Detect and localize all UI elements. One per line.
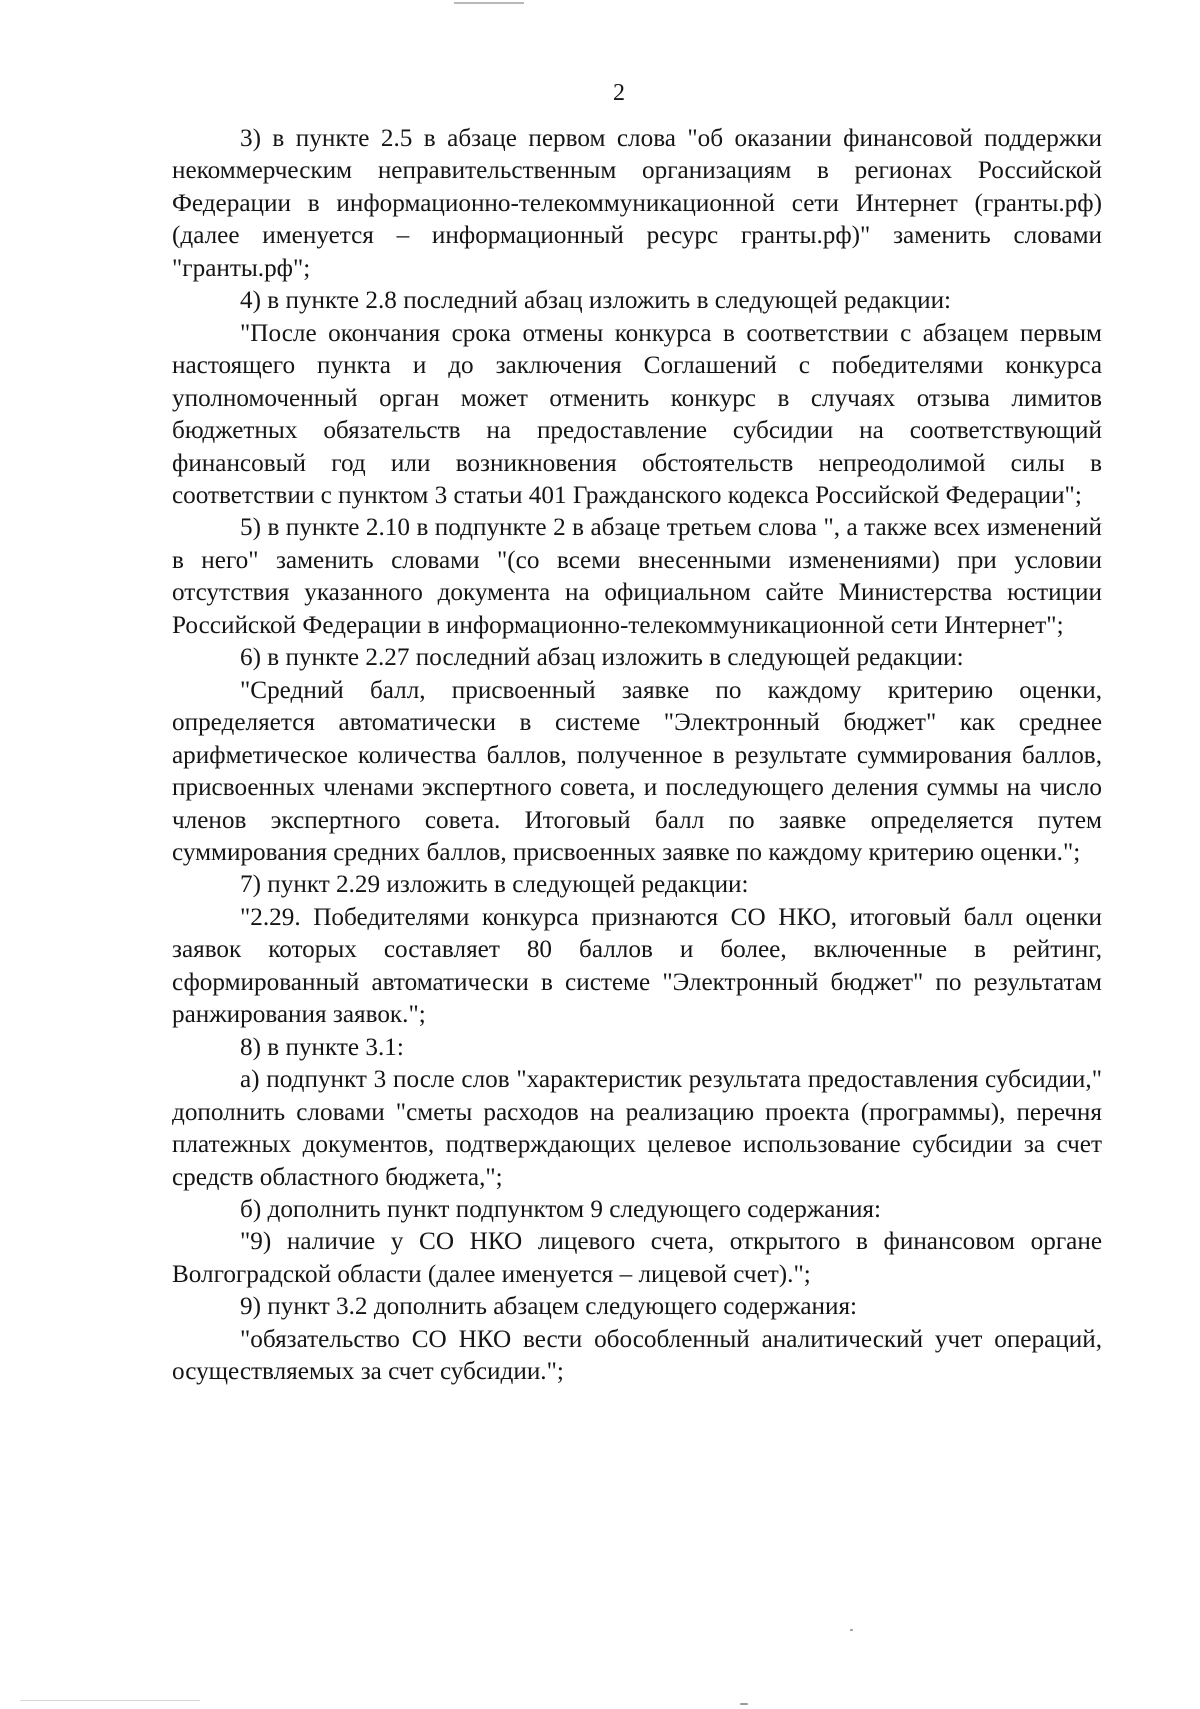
paragraph-quote-2-29: "2.29. Победителями конкурса признаются СО НКО, итоговый балл оценки заявок которых составляет 80 баллов и более, включенные в рейтинг, сформированный автоматически в системе "Электронный бюджет" по результатам ранжирования заявок."; [172,903,1102,1029]
paragraph-subitem-b: б) дополнить пункт подпунктом 9 следующего содержания: [240,1195,882,1223]
paragraph-quote-3-2: "обязательство СО НКО вести обособленный аналитический учет операций, осуществляемых за счет субсидии."; [172,1325,1102,1386]
page-number: 2 [613,80,625,106]
paragraph-amendment-8: 8) в пункте 3.1: [240,1033,404,1061]
scan-artifact-bottom-mark [740,1703,748,1705]
paragraph-quote-subitem-9: "9) наличие у СО НКО лицевого счета, открытого в финансовом органе Волгоградской области (далее именуется – лицевой счет)."; [172,1228,1102,1288]
paragraph-subitem-a: а) подпункт 3 после слов "характеристик результата предоставления субсидии," дополнить словами "сметы расходов на реализацию проекта (программы), перечня платежных документов, подтверждающих целевое использование субсидии за счет средств областного бюджета,"; [172,1066,1102,1191]
scan-artifact-dot [850,1629,853,1631]
paragraph-amendment-3: 3) в пункте 2.5 в абзаце первом слова "об оказании финансовой поддержки некоммерческим неправительственным организациям в регионах Российской Федерации в информационно-телекоммуникационной сети Интернет (гранты.рф) (далее именуется – информационный ресурс гранты.рф)" заменить словами "гранты.рф"; [172,125,1102,282]
paragraph-amendment-9: 9) пункт 3.2 дополнить абзацем следующего содержания: [240,1293,858,1321]
scan-artifact-bottom-edge [20,1700,200,1701]
paragraph-amendment-6: 6) в пункте 2.27 последний абзац изложить в следующей редакции: [240,644,964,672]
paragraph-quote-2-8: "После окончания срока отмены конкурса в соответствии с абзацем первым настоящего пункта и до заключения Соглашений с победителями конкурса уполномоченный орган может отменить конкурс в случаях отзыва лимитов бюджетных обязательств на предоставление субсидии на соответствующий финансовый год или возникновения обстоятельств непреодолимой силы в соответствии с пунктом 3 статьи 401 Гражданского кодекса Российской Федерации"; [172,319,1102,509]
paragraph-amendment-7: 7) пункт 2.29 изложить в следующей редакции: [240,871,749,899]
paragraph-amendment-5: 5) в пункте 2.10 в подпункте 2 в абзаце третьем слова ", а также всех изменений в него" заменить словами "(со всеми внесенными изменениями) при условии отсутствия указанного документа на официальном сайте Министерства юстиции Российской Федерации в информационно-телекоммуникационной сети Интернет"; [172,514,1102,639]
scan-artifact-top [454,2,524,4]
paragraph-quote-2-27: "Средний балл, присвоенный заявке по каждому критерию оценки, определяется автоматически в системе "Электронный бюджет" как среднее арифметическое количества баллов, полученное в результате суммирования баллов, присвоенных членами экспертного совета, и последующего деления суммы на число членов экспертного совета. Итоговый балл по заявке определяется путем суммирования средних баллов, присвоенных заявке по каждому критерию оценки."; [172,676,1102,866]
document-body [172,123,1102,1389]
paragraph-amendment-4: 4) в пункте 2.8 последний абзац изложить в следующей редакции: [240,287,952,315]
